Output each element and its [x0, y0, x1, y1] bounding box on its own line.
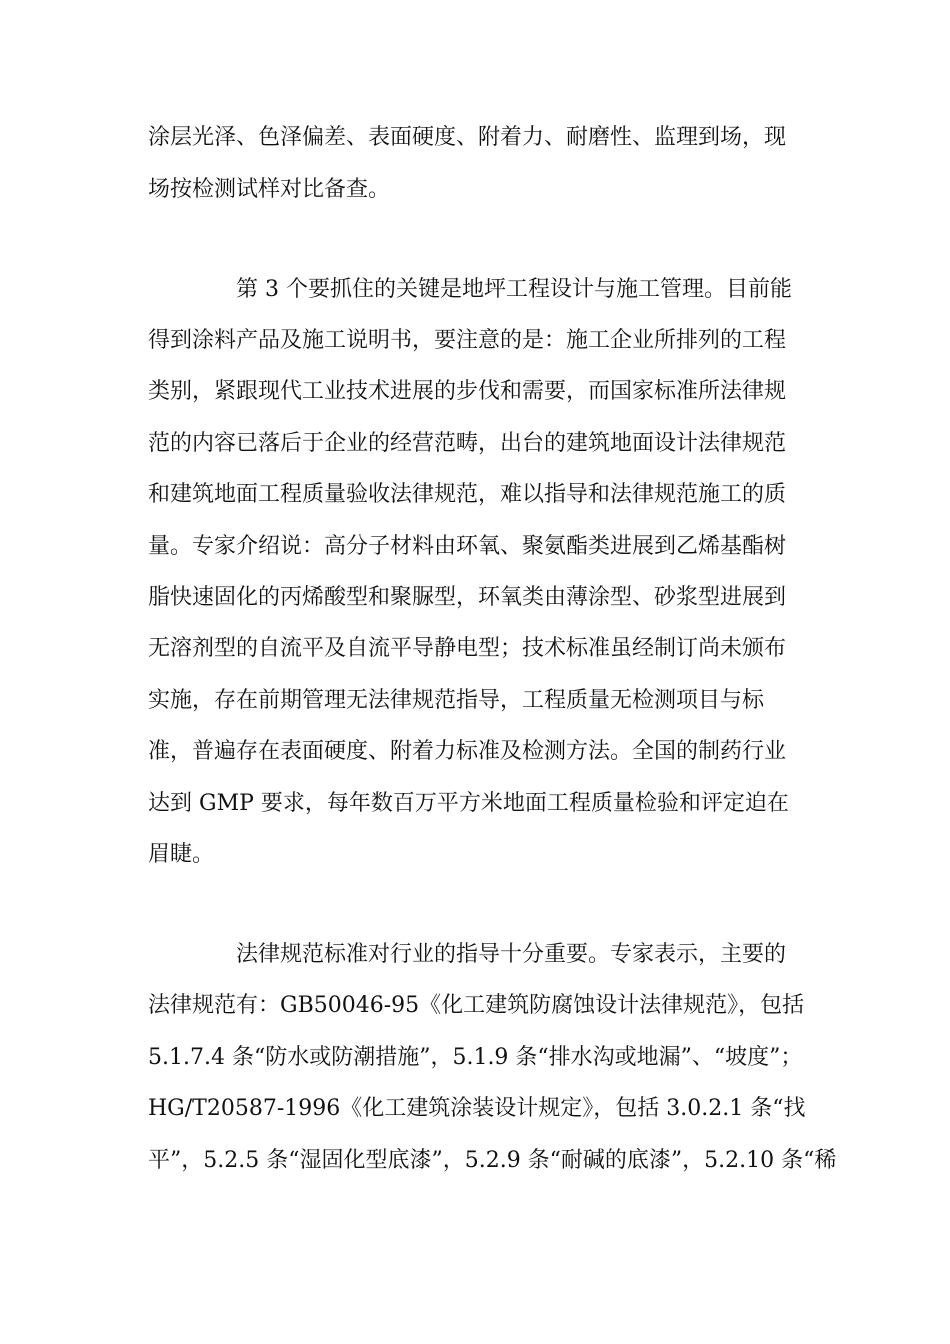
- paragraph-1-line-2: 场按检测试样对比备查。: [148, 177, 391, 202]
- paragraph-2-line-12: 眉睫。: [148, 842, 215, 867]
- paragraph-2-line-11: 达到 GMP 要求，每年数百万平方米地面工程质量检验和评定迫在: [148, 791, 789, 816]
- paragraph-2-line-3: 类别，紧跟现代工业技术进展的步伐和需要，而国家标准所法律规: [148, 379, 787, 404]
- paragraph-2-line-8: 无溶剂型的自流平及自流平导静电型；技术标准虽经制订尚未颁布: [148, 636, 787, 661]
- paragraph-2-line-6: 量。专家介绍说：高分子材料由环氧、聚氨酯类进展到乙烯基酯树: [148, 534, 787, 559]
- paragraph-3-line-4: HG/T20587-1996《化工建筑涂装设计规定》，包括 3.0.2.1 条“找: [148, 1096, 806, 1121]
- paragraph-2-line-9: 实施，存在前期管理无法律规范指导，工程质量无检测项目与标: [148, 688, 765, 713]
- paragraph-3-line-5: 平”，5.2.5 条“湿固化型底漆”，5.2.9 条“耐碱的底漆”，5.2.10 条“稀: [148, 1148, 837, 1173]
- paragraph-2-line-5: 和建筑地面工程质量验收法律规范，难以指导和法律规范施工的质: [148, 482, 787, 507]
- paragraph-3-line-3: 5.1.7.4 条“防水或防潮措施”，5.1.9 条“排水沟或地漏”、“坡度”；: [148, 1045, 803, 1070]
- paragraph-2-line-1: 第 3 个要抓住的关键是地坪工程设计与施工管理。目前能: [236, 277, 792, 302]
- paragraph-2-line-2: 得到涂料产品及施工说明书，要注意的是：施工企业所排列的工程: [148, 328, 787, 353]
- paragraph-3-line-2: 法律规范有：GB50046-95《化工建筑防腐蚀设计法律规范》，包括: [148, 993, 805, 1018]
- paragraph-2-line-7: 脂快速固化的丙烯酸型和聚脲型，环氧类由薄涂型、砂浆型进展到: [148, 585, 787, 610]
- paragraph-3-line-1: 法律规范标准对行业的指导十分重要。专家表示，主要的: [236, 942, 787, 967]
- paragraph-2-line-4: 范的内容已落后于企业的经营范畴，出台的建筑地面设计法律规范: [148, 431, 787, 456]
- paragraph-1-line-1: 涂层光泽、色泽偏差、表面硬度、附着力、耐磨性、监理到场，现: [148, 125, 787, 150]
- paragraph-2-line-10: 准，普遍存在表面硬度、附着力标准及检测方法。全国的制药行业: [148, 739, 787, 764]
